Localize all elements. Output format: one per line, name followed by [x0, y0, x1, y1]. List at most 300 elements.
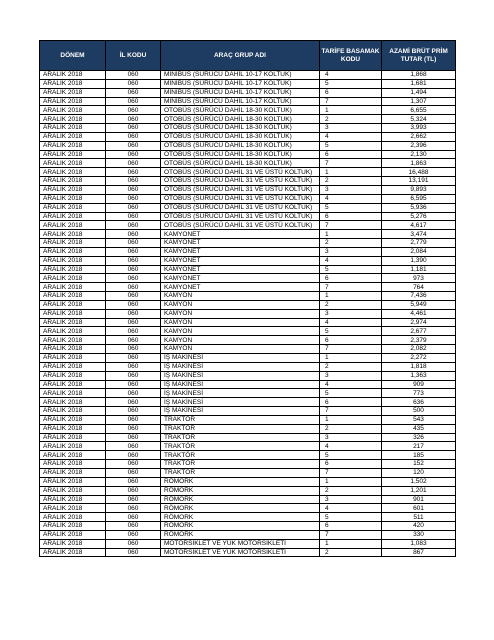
period-cell: ARALIK 2018 — [40, 79, 106, 88]
province-code-cell: 060 — [106, 539, 161, 548]
table-row — [40, 415, 456, 424]
table-row — [40, 309, 456, 318]
vehicle-group-cell: TRAKTÖR — [161, 415, 320, 424]
province-code-cell: 060 — [106, 548, 161, 557]
table-row — [40, 530, 456, 539]
header-azami-brut-prim: AZAMİ BRÜT PRİM TUTAR (TL) — [382, 41, 456, 71]
period-cell: ARALIK 2018 — [40, 203, 106, 212]
premium-amount-cell: 1,083 — [382, 539, 456, 548]
period-cell: ARALIK 2018 — [40, 309, 106, 318]
province-code-cell: 060 — [106, 415, 161, 424]
premium-amount-cell: 7,436 — [382, 292, 456, 301]
premium-amount-cell: 500 — [382, 407, 456, 416]
vehicle-group-cell: TRAKTÖR — [161, 468, 320, 477]
premium-amount-cell: 2,272 — [382, 354, 456, 363]
table-row — [40, 221, 456, 230]
table-row — [40, 106, 456, 115]
table-row — [40, 150, 456, 159]
period-cell: ARALIK 2018 — [40, 221, 106, 230]
table-row — [40, 486, 456, 495]
vehicle-group-cell: KAMYON — [161, 318, 320, 327]
province-code-cell: 060 — [106, 203, 161, 212]
premium-amount-cell: 2,662 — [382, 132, 456, 141]
period-cell: ARALIK 2018 — [40, 132, 106, 141]
tariff-step-cell: 4 — [320, 318, 382, 327]
tariff-step-cell: 6 — [320, 398, 382, 407]
tariff-step-cell: 3 — [320, 309, 382, 318]
period-cell: ARALIK 2018 — [40, 106, 106, 115]
period-cell: ARALIK 2018 — [40, 371, 106, 380]
premium-amount-cell: 3,993 — [382, 124, 456, 133]
province-code-cell: 060 — [106, 380, 161, 389]
vehicle-group-cell: İŞ MAKİNESİ — [161, 362, 320, 371]
table-row — [40, 336, 456, 345]
tariff-step-cell: 2 — [320, 239, 382, 248]
premium-amount-cell: 1,363 — [382, 371, 456, 380]
vehicle-group-cell: RÖMORK — [161, 486, 320, 495]
tariff-step-cell: 1 — [320, 230, 382, 239]
header-arac-grup-adi: ARAÇ GRUP ADI — [161, 41, 320, 71]
vehicle-group-cell: İŞ MAKİNESİ — [161, 398, 320, 407]
premium-amount-cell: 2,082 — [382, 345, 456, 354]
premium-amount-cell: 9,893 — [382, 185, 456, 194]
table-row — [40, 371, 456, 380]
table-row — [40, 460, 456, 469]
period-cell: ARALIK 2018 — [40, 230, 106, 239]
period-cell: ARALIK 2018 — [40, 150, 106, 159]
vehicle-group-cell: TRAKTÖR — [161, 460, 320, 469]
tariff-step-cell: 7 — [320, 468, 382, 477]
province-code-cell: 060 — [106, 247, 161, 256]
table-row — [40, 468, 456, 477]
province-code-cell: 060 — [106, 159, 161, 168]
tariff-step-cell: 4 — [320, 194, 382, 203]
vehicle-group-cell: KAMYON — [161, 300, 320, 309]
premium-amount-cell: 1,868 — [382, 71, 456, 80]
vehicle-group-cell: OTOBÜS (SÜRÜCÜ DAHİL 18-30 KOLTUK) — [161, 124, 320, 133]
province-code-cell: 060 — [106, 477, 161, 486]
province-code-cell: 060 — [106, 451, 161, 460]
period-cell: ARALIK 2018 — [40, 274, 106, 283]
vehicle-group-cell: OTOBÜS (SÜRÜCÜ DAHİL 18-30 KOLTUK) — [161, 141, 320, 150]
tariff-step-cell: 5 — [320, 79, 382, 88]
vehicle-group-cell: RÖMORK — [161, 513, 320, 522]
province-code-cell: 060 — [106, 292, 161, 301]
province-code-cell: 060 — [106, 274, 161, 283]
tariff-step-cell: 7 — [320, 97, 382, 106]
vehicle-group-cell: OTOBÜS (SÜRÜCÜ DAHİL 31 VE ÜSTÜ KOLTUK) — [161, 221, 320, 230]
province-code-cell: 060 — [106, 309, 161, 318]
table-row — [40, 97, 456, 106]
table-row — [40, 389, 456, 398]
province-code-cell: 060 — [106, 221, 161, 230]
period-cell: ARALIK 2018 — [40, 548, 106, 557]
vehicle-group-cell: KAMYONET — [161, 256, 320, 265]
table-row — [40, 115, 456, 124]
period-cell: ARALIK 2018 — [40, 88, 106, 97]
province-code-cell: 060 — [106, 300, 161, 309]
vehicle-group-cell: OTOBÜS (SÜRÜCÜ DAHİL 31 VE ÜSTÜ KOLTUK) — [161, 168, 320, 177]
period-cell: ARALIK 2018 — [40, 398, 106, 407]
period-cell: ARALIK 2018 — [40, 539, 106, 548]
vehicle-group-cell: MİNİBÜS (SÜRÜCÜ DAHİL 10-17 KOLTUK) — [161, 97, 320, 106]
tariff-step-cell: 5 — [320, 389, 382, 398]
table-row — [40, 159, 456, 168]
premium-amount-cell: 1,307 — [382, 97, 456, 106]
tariff-step-cell: 5 — [320, 141, 382, 150]
period-cell: ARALIK 2018 — [40, 460, 106, 469]
period-cell: ARALIK 2018 — [40, 247, 106, 256]
premium-amount-cell: 1,181 — [382, 265, 456, 274]
vehicle-group-cell: KAMYON — [161, 345, 320, 354]
province-code-cell: 060 — [106, 371, 161, 380]
tariff-step-cell: 5 — [320, 451, 382, 460]
period-cell: ARALIK 2018 — [40, 407, 106, 416]
table-row — [40, 433, 456, 442]
vehicle-group-cell: KAMYON — [161, 309, 320, 318]
premium-amount-cell: 2,084 — [382, 247, 456, 256]
period-cell: ARALIK 2018 — [40, 265, 106, 274]
tariff-step-cell: 3 — [320, 247, 382, 256]
vehicle-group-cell: KAMYONET — [161, 230, 320, 239]
premium-amount-cell: 543 — [382, 415, 456, 424]
period-cell: ARALIK 2018 — [40, 177, 106, 186]
tariff-step-cell: 2 — [320, 424, 382, 433]
tariff-step-cell: 4 — [320, 256, 382, 265]
vehicle-group-cell: RÖMORK — [161, 522, 320, 531]
province-code-cell: 060 — [106, 336, 161, 345]
period-cell: ARALIK 2018 — [40, 115, 106, 124]
period-cell: ARALIK 2018 — [40, 327, 106, 336]
tariff-step-cell: 3 — [320, 433, 382, 442]
tariff-step-cell: 7 — [320, 345, 382, 354]
premium-amount-cell: 2,396 — [382, 141, 456, 150]
table-body — [40, 71, 456, 557]
tariff-step-cell: 3 — [320, 495, 382, 504]
table-row — [40, 495, 456, 504]
tariff-step-cell: 2 — [320, 548, 382, 557]
table-row — [40, 274, 456, 283]
premium-amount-cell: 909 — [382, 380, 456, 389]
table-row — [40, 548, 456, 557]
premium-amount-cell: 1,681 — [382, 79, 456, 88]
table-row — [40, 442, 456, 451]
tariff-step-cell: 4 — [320, 380, 382, 389]
vehicle-group-cell: KAMYONET — [161, 239, 320, 248]
premium-amount-cell: 6,595 — [382, 194, 456, 203]
period-cell: ARALIK 2018 — [40, 513, 106, 522]
tariff-step-cell: 7 — [320, 221, 382, 230]
premium-amount-cell: 636 — [382, 398, 456, 407]
period-cell: ARALIK 2018 — [40, 71, 106, 80]
premium-amount-cell: 5,276 — [382, 212, 456, 221]
tariff-step-cell: 2 — [320, 115, 382, 124]
period-cell: ARALIK 2018 — [40, 345, 106, 354]
province-code-cell: 060 — [106, 230, 161, 239]
premium-amount-cell: 152 — [382, 460, 456, 469]
table-row — [40, 239, 456, 248]
premium-amount-cell: 773 — [382, 389, 456, 398]
period-cell: ARALIK 2018 — [40, 468, 106, 477]
tariff-step-cell: 3 — [320, 371, 382, 380]
premium-amount-cell: 601 — [382, 504, 456, 513]
period-cell: ARALIK 2018 — [40, 380, 106, 389]
period-cell: ARALIK 2018 — [40, 283, 106, 292]
premium-amount-cell: 3,474 — [382, 230, 456, 239]
premium-amount-cell: 1,863 — [382, 159, 456, 168]
tariff-step-cell: 6 — [320, 336, 382, 345]
province-code-cell: 060 — [106, 513, 161, 522]
vehicle-group-cell: MOTORSİKLET VE YÜK MOTORSİKLETİ — [161, 539, 320, 548]
vehicle-group-cell: OTOBÜS (SÜRÜCÜ DAHİL 18-30 KOLTUK) — [161, 159, 320, 168]
table-row — [40, 504, 456, 513]
table-row — [40, 247, 456, 256]
period-cell: ARALIK 2018 — [40, 415, 106, 424]
tariff-step-cell: 4 — [320, 504, 382, 513]
period-cell: ARALIK 2018 — [40, 168, 106, 177]
premium-amount-cell: 764 — [382, 283, 456, 292]
province-code-cell: 060 — [106, 283, 161, 292]
tariff-step-cell: 1 — [320, 539, 382, 548]
vehicle-group-cell: RÖMORK — [161, 477, 320, 486]
province-code-cell: 060 — [106, 460, 161, 469]
province-code-cell: 060 — [106, 212, 161, 221]
table-row — [40, 141, 456, 150]
tariff-step-cell: 1 — [320, 415, 382, 424]
period-cell: ARALIK 2018 — [40, 185, 106, 194]
period-cell: ARALIK 2018 — [40, 442, 106, 451]
table-row — [40, 168, 456, 177]
province-code-cell: 060 — [106, 442, 161, 451]
province-code-cell: 060 — [106, 345, 161, 354]
vehicle-group-cell: KAMYONET — [161, 274, 320, 283]
period-cell: ARALIK 2018 — [40, 495, 106, 504]
premium-amount-cell: 330 — [382, 530, 456, 539]
period-cell: ARALIK 2018 — [40, 97, 106, 106]
province-code-cell: 060 — [106, 486, 161, 495]
province-code-cell: 060 — [106, 185, 161, 194]
premium-amount-cell: 901 — [382, 495, 456, 504]
province-code-cell: 060 — [106, 124, 161, 133]
province-code-cell: 060 — [106, 194, 161, 203]
province-code-cell: 060 — [106, 79, 161, 88]
period-cell: ARALIK 2018 — [40, 477, 106, 486]
vehicle-group-cell: KAMYON — [161, 327, 320, 336]
premium-amount-cell: 5,949 — [382, 300, 456, 309]
premium-amount-cell: 973 — [382, 274, 456, 283]
table-row — [40, 185, 456, 194]
period-cell: ARALIK 2018 — [40, 530, 106, 539]
tariff-step-cell: 1 — [320, 168, 382, 177]
province-code-cell: 060 — [106, 495, 161, 504]
vehicle-group-cell: MOTORSİKLET VE YÜK MOTORSİKLETİ — [161, 548, 320, 557]
vehicle-group-cell: OTOBÜS (SÜRÜCÜ DAHİL 18-30 KOLTUK) — [161, 115, 320, 124]
vehicle-group-cell: İŞ MAKİNESİ — [161, 371, 320, 380]
tariff-step-cell: 7 — [320, 407, 382, 416]
province-code-cell: 060 — [106, 530, 161, 539]
period-cell: ARALIK 2018 — [40, 159, 106, 168]
province-code-cell: 060 — [106, 132, 161, 141]
table-row — [40, 539, 456, 548]
premium-amount-cell: 5,936 — [382, 203, 456, 212]
premium-amount-cell: 326 — [382, 433, 456, 442]
period-cell: ARALIK 2018 — [40, 212, 106, 221]
tariff-step-cell: 4 — [320, 71, 382, 80]
premium-amount-cell: 1,201 — [382, 486, 456, 495]
period-cell: ARALIK 2018 — [40, 256, 106, 265]
province-code-cell: 060 — [106, 71, 161, 80]
vehicle-group-cell: OTOBÜS (SÜRÜCÜ DAHİL 18-30 KOLTUK) — [161, 106, 320, 115]
period-cell: ARALIK 2018 — [40, 194, 106, 203]
tariff-step-cell: 1 — [320, 354, 382, 363]
province-code-cell: 060 — [106, 389, 161, 398]
premium-amount-cell: 6,655 — [382, 106, 456, 115]
period-cell: ARALIK 2018 — [40, 354, 106, 363]
tariff-step-cell: 3 — [320, 124, 382, 133]
premium-amount-cell: 4,617 — [382, 221, 456, 230]
tariff-step-cell: 2 — [320, 300, 382, 309]
table-row — [40, 71, 456, 80]
tariff-step-cell: 2 — [320, 177, 382, 186]
table-row — [40, 451, 456, 460]
province-code-cell: 060 — [106, 354, 161, 363]
premium-amount-cell: 1,494 — [382, 88, 456, 97]
period-cell: ARALIK 2018 — [40, 451, 106, 460]
vehicle-group-cell: OTOBÜS (SÜRÜCÜ DAHİL 31 VE ÜSTÜ KOLTUK) — [161, 203, 320, 212]
premium-amount-cell: 4,461 — [382, 309, 456, 318]
table-row — [40, 177, 456, 186]
premium-amount-cell: 2,677 — [382, 327, 456, 336]
premium-table — [39, 40, 456, 557]
vehicle-group-cell: TRAKTÖR — [161, 424, 320, 433]
province-code-cell: 060 — [106, 106, 161, 115]
tariff-step-cell: 7 — [320, 159, 382, 168]
vehicle-group-cell: RÖMORK — [161, 495, 320, 504]
vehicle-group-cell: OTOBÜS (SÜRÜCÜ DAHİL 31 VE ÜSTÜ KOLTUK) — [161, 212, 320, 221]
period-cell: ARALIK 2018 — [40, 124, 106, 133]
table-row — [40, 522, 456, 531]
header-tarife-basamak-kodu: TARİFE BASAMAK KODU — [320, 41, 382, 71]
premium-amount-cell: 120 — [382, 468, 456, 477]
tariff-step-cell: 5 — [320, 265, 382, 274]
vehicle-group-cell: KAMYON — [161, 336, 320, 345]
tariff-step-cell: 5 — [320, 327, 382, 336]
premium-amount-cell: 5,324 — [382, 115, 456, 124]
premium-amount-cell: 1,502 — [382, 477, 456, 486]
period-cell: ARALIK 2018 — [40, 318, 106, 327]
table-row — [40, 318, 456, 327]
province-code-cell: 060 — [106, 362, 161, 371]
premium-amount-cell: 16,488 — [382, 168, 456, 177]
premium-amount-cell: 2,379 — [382, 336, 456, 345]
tariff-step-cell: 3 — [320, 185, 382, 194]
period-cell: ARALIK 2018 — [40, 239, 106, 248]
premium-amount-cell: 217 — [382, 442, 456, 451]
table-row — [40, 283, 456, 292]
table-row — [40, 292, 456, 301]
tariff-step-cell: 7 — [320, 283, 382, 292]
vehicle-group-cell: İŞ MAKİNESİ — [161, 354, 320, 363]
province-code-cell: 060 — [106, 407, 161, 416]
vehicle-group-cell: MİNİBÜS (SÜRÜCÜ DAHİL 10-17 KOLTUK) — [161, 71, 320, 80]
vehicle-group-cell: TRAKTÖR — [161, 451, 320, 460]
table-row — [40, 477, 456, 486]
table-row — [40, 132, 456, 141]
period-cell: ARALIK 2018 — [40, 389, 106, 398]
period-cell: ARALIK 2018 — [40, 433, 106, 442]
vehicle-group-cell: TRAKTÖR — [161, 442, 320, 451]
table-row — [40, 194, 456, 203]
table-row — [40, 513, 456, 522]
table-row — [40, 380, 456, 389]
province-code-cell: 060 — [106, 88, 161, 97]
tariff-step-cell: 6 — [320, 460, 382, 469]
premium-amount-cell: 2,779 — [382, 239, 456, 248]
tariff-step-cell: 4 — [320, 132, 382, 141]
table-row — [40, 354, 456, 363]
header-donem: DÖNEM — [40, 41, 106, 71]
period-cell: ARALIK 2018 — [40, 300, 106, 309]
province-code-cell: 060 — [106, 141, 161, 150]
tariff-step-cell: 7 — [320, 530, 382, 539]
period-cell: ARALIK 2018 — [40, 141, 106, 150]
province-code-cell: 060 — [106, 115, 161, 124]
vehicle-group-cell: İŞ MAKİNESİ — [161, 389, 320, 398]
period-cell: ARALIK 2018 — [40, 522, 106, 531]
table-row — [40, 265, 456, 274]
province-code-cell: 060 — [106, 177, 161, 186]
table-row — [40, 203, 456, 212]
period-cell: ARALIK 2018 — [40, 336, 106, 345]
table-row — [40, 362, 456, 371]
tariff-step-cell: 6 — [320, 88, 382, 97]
vehicle-group-cell: MİNİBÜS (SÜRÜCÜ DAHİL 10-17 KOLTUK) — [161, 79, 320, 88]
vehicle-group-cell: KAMYON — [161, 292, 320, 301]
premium-amount-cell: 185 — [382, 451, 456, 460]
table-row — [40, 88, 456, 97]
table-row — [40, 424, 456, 433]
province-code-cell: 060 — [106, 522, 161, 531]
vehicle-group-cell: RÖMORK — [161, 530, 320, 539]
tariff-step-cell: 5 — [320, 203, 382, 212]
vehicle-group-cell: KAMYONET — [161, 247, 320, 256]
tariff-step-cell: 5 — [320, 513, 382, 522]
vehicle-group-cell: İŞ MAKİNESİ — [161, 407, 320, 416]
premium-amount-cell: 420 — [382, 522, 456, 531]
vehicle-group-cell: KAMYONET — [161, 283, 320, 292]
vehicle-group-cell: TRAKTÖR — [161, 433, 320, 442]
premium-amount-cell: 867 — [382, 548, 456, 557]
tariff-step-cell: 1 — [320, 477, 382, 486]
period-cell: ARALIK 2018 — [40, 292, 106, 301]
province-code-cell: 060 — [106, 265, 161, 274]
province-code-cell: 060 — [106, 168, 161, 177]
province-code-cell: 060 — [106, 468, 161, 477]
province-code-cell: 060 — [106, 239, 161, 248]
province-code-cell: 060 — [106, 504, 161, 513]
tariff-step-cell: 2 — [320, 362, 382, 371]
table-row — [40, 79, 456, 88]
period-cell: ARALIK 2018 — [40, 362, 106, 371]
vehicle-group-cell: OTOBÜS (SÜRÜCÜ DAHİL 31 VE ÜSTÜ KOLTUK) — [161, 185, 320, 194]
period-cell: ARALIK 2018 — [40, 504, 106, 513]
province-code-cell: 060 — [106, 256, 161, 265]
vehicle-group-cell: OTOBÜS (SÜRÜCÜ DAHİL 18-30 KOLTUK) — [161, 150, 320, 159]
tariff-step-cell: 6 — [320, 274, 382, 283]
tariff-step-cell: 6 — [320, 212, 382, 221]
province-code-cell: 060 — [106, 150, 161, 159]
vehicle-group-cell: OTOBÜS (SÜRÜCÜ DAHİL 31 VE ÜSTÜ KOLTUK) — [161, 194, 320, 203]
